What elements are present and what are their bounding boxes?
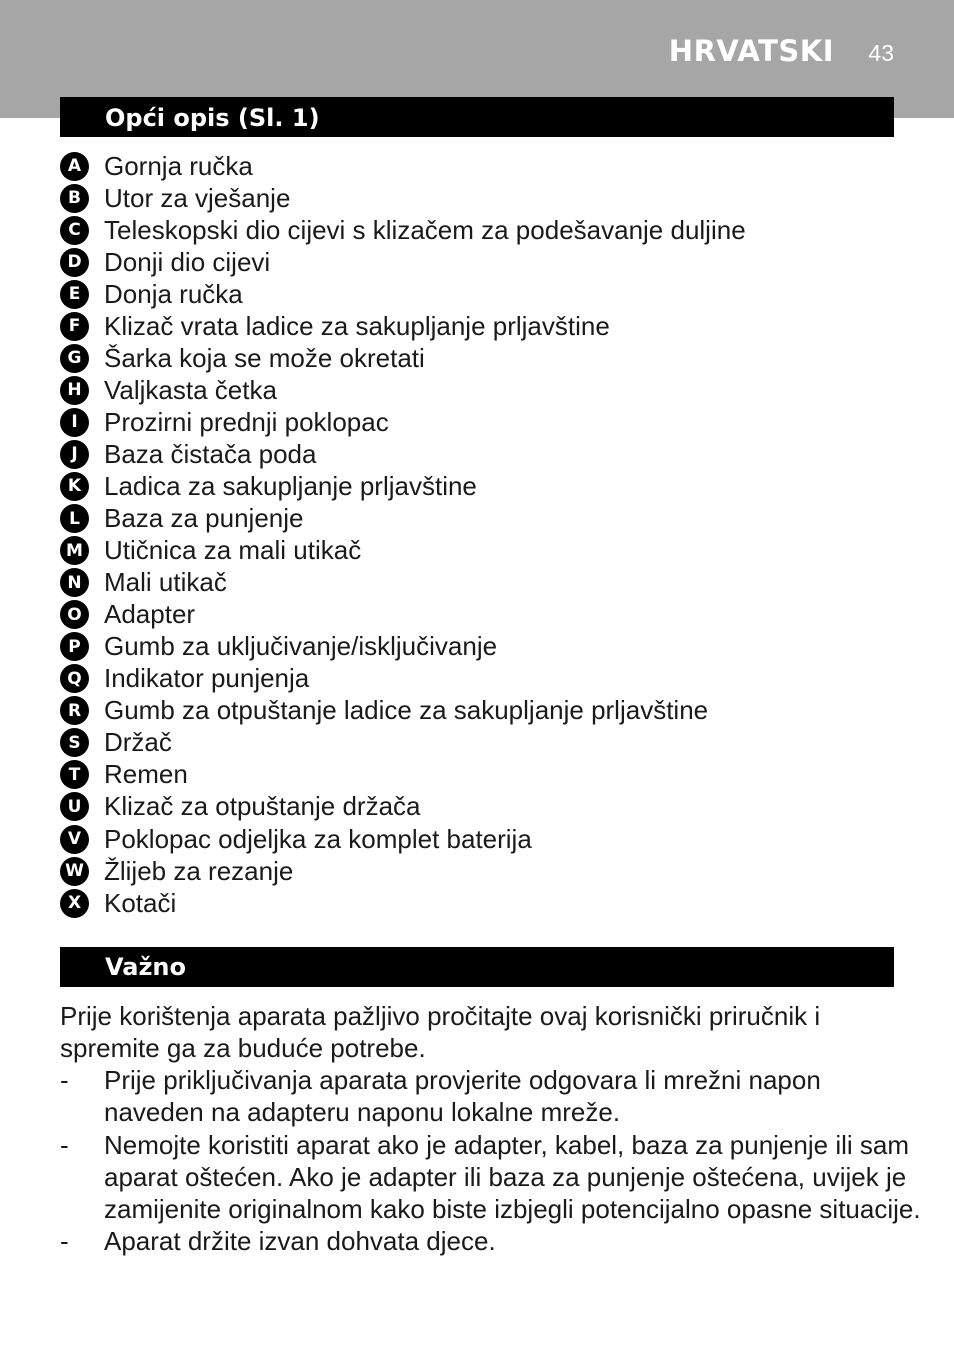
intro-paragraph: Prije korištenja aparata pažljivo pročitajte ovaj korisnički priručnik i spremite ga za buduće potrebe. xyxy=(60,1001,821,1063)
letter-badge: R xyxy=(60,696,89,725)
bullet-dash: - xyxy=(60,1065,69,1095)
list-item xyxy=(60,759,920,791)
letter-badge: F xyxy=(60,312,89,341)
list-item xyxy=(60,503,920,535)
bullet-text: Prije priključivanja aparata provjerite odgovara li mrežni napon naveden na adapteru naponu lokalne mreže. xyxy=(104,1065,821,1128)
list-item xyxy=(60,695,920,727)
bullet-item xyxy=(60,1225,910,1257)
list-item xyxy=(60,663,920,695)
list-item xyxy=(60,406,920,438)
bullet-text: Aparat držite izvan dohvata djece. xyxy=(104,1226,496,1257)
list-item xyxy=(60,278,920,310)
item-label: Donja ručka xyxy=(104,278,243,309)
list-item xyxy=(60,791,920,823)
item-label: Držač xyxy=(104,727,172,758)
item-label: Donji dio cijevi xyxy=(104,246,271,277)
item-label: Gumb za otpuštanje ladice za sakupljanje prljavštine xyxy=(104,695,709,726)
item-label: Kotači xyxy=(104,887,177,918)
letter-badge: E xyxy=(60,280,89,309)
list-item xyxy=(60,310,920,342)
letter-badge: G xyxy=(60,344,89,373)
list-item xyxy=(60,855,920,887)
letter-badge: W xyxy=(60,857,89,886)
item-label: Klizač vrata ladice za sakupljanje prljavštine xyxy=(104,310,610,341)
list-item xyxy=(60,374,920,406)
list-item xyxy=(60,631,920,663)
bullet-item xyxy=(60,1129,921,1226)
item-label: Gumb za uključivanje/isključivanje xyxy=(104,631,498,662)
bullet-dash: - xyxy=(60,1129,69,1160)
letter-badge: M xyxy=(60,536,89,565)
list-item xyxy=(60,182,920,214)
letter-badge: U xyxy=(60,792,89,821)
list-item xyxy=(60,535,920,567)
letter-badge: I xyxy=(60,408,89,437)
list-item xyxy=(60,470,920,502)
letter-badge: K xyxy=(60,472,89,501)
letter-badge: T xyxy=(60,760,89,789)
section-heading-general-description: Opći opis (Sl. 1) xyxy=(60,97,894,137)
item-label: Ladica za sakupljanje prljavštine xyxy=(104,470,477,501)
language-title: HRVATSKI xyxy=(668,34,834,68)
letter-badge: B xyxy=(60,184,89,213)
letter-badge: L xyxy=(60,504,89,533)
letter-badge: H xyxy=(60,376,89,405)
item-label: Utičnica za mali utikač xyxy=(104,535,362,566)
letter-badge: C xyxy=(60,216,89,245)
letter-badge: P xyxy=(60,632,89,661)
letter-badge: X xyxy=(60,889,89,918)
item-label: Klizač za otpuštanje držača xyxy=(104,791,421,822)
item-label: Adapter xyxy=(104,599,196,630)
item-label: Gornja ručka xyxy=(104,150,253,181)
item-label: Mali utikač xyxy=(104,567,227,598)
item-label: Valjkasta četka xyxy=(104,374,277,405)
item-label: Teleskopski dio cijevi s klizačem za podešavanje duljine xyxy=(104,214,746,245)
item-label: Baza čistača poda xyxy=(104,438,317,469)
page-number: 43 xyxy=(868,40,894,66)
item-label: Baza za punjenje xyxy=(104,503,304,534)
list-item xyxy=(60,727,920,759)
item-label: Prozirni prednji poklopac xyxy=(104,406,389,437)
list-item xyxy=(60,887,920,919)
letter-badge: O xyxy=(60,600,89,629)
list-item xyxy=(60,567,920,599)
letter-badge: Q xyxy=(60,664,89,693)
section-heading-important: Važno xyxy=(60,947,894,987)
letter-badge: V xyxy=(60,825,89,854)
list-item xyxy=(60,342,920,374)
list-item xyxy=(60,150,920,182)
list-item xyxy=(60,438,920,470)
list-item xyxy=(60,599,920,631)
list-item xyxy=(60,823,920,855)
letter-badge: D xyxy=(60,248,89,277)
item-label: Šarka koja se može okretati xyxy=(104,342,425,373)
item-label: Žlijeb za rezanje xyxy=(104,855,294,886)
bullet-item xyxy=(60,1064,910,1129)
item-label: Indikator punjenja xyxy=(104,663,310,694)
item-label: Poklopac odjeljka za komplet baterija xyxy=(104,823,532,854)
letter-badge: S xyxy=(60,728,89,757)
bullet-dash: - xyxy=(60,1226,69,1257)
list-item xyxy=(60,246,920,278)
parts-list xyxy=(60,150,920,919)
letter-badge: A xyxy=(60,152,89,181)
letter-badge: N xyxy=(60,568,89,597)
item-label: Remen xyxy=(104,759,188,790)
list-item xyxy=(60,214,920,246)
letter-badge: J xyxy=(60,440,89,469)
warning-list xyxy=(60,1064,921,1258)
bullet-text: Nemojte koristiti aparat ako je adapter, kabel, baza za punjenje ili sam aparat oštećen. Ako je adapter ili baza za punjenje oštećena, uvijek je zamijenite originalnom kako biste izbjegli potencijalno opasne situacije. xyxy=(104,1129,921,1225)
item-label: Utor za vješanje xyxy=(104,182,291,213)
